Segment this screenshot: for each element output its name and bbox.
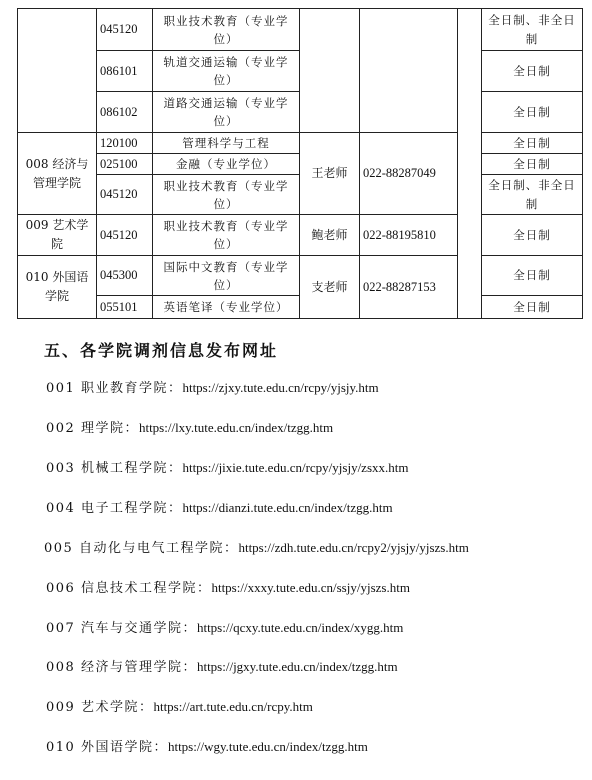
teacher-name: 王老师 <box>300 133 360 215</box>
list-item <box>46 457 408 476</box>
major-code: 120100 <box>97 133 153 154</box>
college-url-link[interactable]: https://wgy.tute.edu.cn/index/tzgg.htm <box>167 739 368 754</box>
adjustment-table <box>17 8 583 319</box>
list-item <box>46 417 333 436</box>
college-url-link[interactable]: https://lxy.tute.edu.cn/index/tzgg.htm <box>138 420 334 435</box>
section-heading: 五、各学院调剂信息发布网址 <box>44 341 279 360</box>
college-label: 010 外国语学院： <box>46 740 168 755</box>
college-label: 002 理学院： <box>46 421 139 436</box>
study-mode: 全日制 <box>482 133 583 154</box>
college-name: 010 外国语学院 <box>18 256 97 319</box>
study-mode: 全日制 <box>482 92 583 133</box>
table-row <box>18 215 583 256</box>
major-code: 086102 <box>97 92 153 133</box>
phone-cell <box>360 9 458 133</box>
college-name: 009 艺术学院 <box>18 215 97 256</box>
college-name: 008 经济与管理学院 <box>18 133 97 215</box>
major-code: 045120 <box>97 175 153 215</box>
phone-number: 022-88195810 <box>360 215 458 256</box>
major-code: 045120 <box>97 9 153 51</box>
table-row <box>18 256 583 296</box>
college-url-link[interactable]: https://zjxy.tute.edu.cn/rcpy/yjsjy.htm <box>182 380 379 395</box>
college-url-link[interactable]: https://jixie.tute.edu.cn/rcpy/yjsjy/zsxx.htm <box>182 460 409 475</box>
study-mode: 全日制、非全日制 <box>482 9 583 51</box>
major-code: 045300 <box>97 256 153 296</box>
teacher-name: 鲍老师 <box>300 215 360 256</box>
college-url-link[interactable]: https://art.tute.edu.cn/rcpy.htm <box>153 699 313 714</box>
major-name: 金融（专业学位） <box>153 154 300 175</box>
phone-number: 022-88287153 <box>360 256 458 319</box>
table-row <box>18 133 583 154</box>
list-item <box>46 736 368 755</box>
list-item <box>46 577 410 596</box>
study-mode: 全日制 <box>482 256 583 296</box>
college-label: 008 经济与管理学院： <box>46 660 197 675</box>
major-name: 轨道交通运输（专业学位） <box>153 51 300 92</box>
table-row <box>18 9 583 51</box>
college-label: 003 机械工程学院： <box>46 461 183 476</box>
major-name: 职业技术教育（专业学位） <box>153 175 300 215</box>
major-code: 045120 <box>97 215 153 256</box>
college-url-link[interactable]: https://qcxy.tute.edu.cn/index/xygg.htm <box>196 620 404 635</box>
list-item <box>46 617 403 636</box>
major-name: 职业技术教育（专业学位） <box>153 9 300 51</box>
major-name: 道路交通运输（专业学位） <box>153 92 300 133</box>
major-name: 国际中文教育（专业学位） <box>153 256 300 296</box>
teacher-cell <box>300 9 360 133</box>
study-mode: 全日制 <box>482 51 583 92</box>
study-mode: 全日制、非全日制 <box>482 175 583 215</box>
college-url-link[interactable]: https://zdh.tute.edu.cn/rcpy2/yjsjy/yjszs.htm <box>238 540 469 555</box>
list-item <box>46 656 398 675</box>
college-label: 004 电子工程学院： <box>46 501 183 516</box>
college-url-link[interactable]: https://jgxy.tute.edu.cn/index/tzgg.htm <box>196 659 398 674</box>
study-mode: 全日制 <box>482 296 583 319</box>
list-item <box>46 696 313 715</box>
college-label: 001 职业教育学院： <box>46 381 183 396</box>
college-url-link[interactable]: https://dianzi.tute.edu.cn/index/tzgg.htm <box>182 500 393 515</box>
college-label: 009 艺术学院： <box>46 700 154 715</box>
list-item <box>44 537 469 556</box>
blank-column <box>458 9 482 319</box>
major-name: 英语笔译（专业学位） <box>153 296 300 319</box>
college-label: 005 自动化与电气工程学院： <box>44 541 239 556</box>
phone-number: 022-88287049 <box>360 133 458 215</box>
list-item <box>46 377 379 396</box>
college-cell <box>18 9 97 133</box>
major-code: 086101 <box>97 51 153 92</box>
major-name: 管理科学与工程 <box>153 133 300 154</box>
study-mode: 全日制 <box>482 215 583 256</box>
major-name: 职业技术教育（专业学位） <box>153 215 300 256</box>
major-code: 055101 <box>97 296 153 319</box>
college-label: 006 信息技术工程学院： <box>46 581 212 596</box>
list-item <box>46 497 393 516</box>
teacher-name: 支老师 <box>300 256 360 319</box>
college-label: 007 汽车与交通学院： <box>46 621 197 636</box>
study-mode: 全日制 <box>482 154 583 175</box>
college-url-link[interactable]: https://xxxy.tute.edu.cn/ssjy/yjszs.htm <box>211 580 410 595</box>
major-code: 025100 <box>97 154 153 175</box>
